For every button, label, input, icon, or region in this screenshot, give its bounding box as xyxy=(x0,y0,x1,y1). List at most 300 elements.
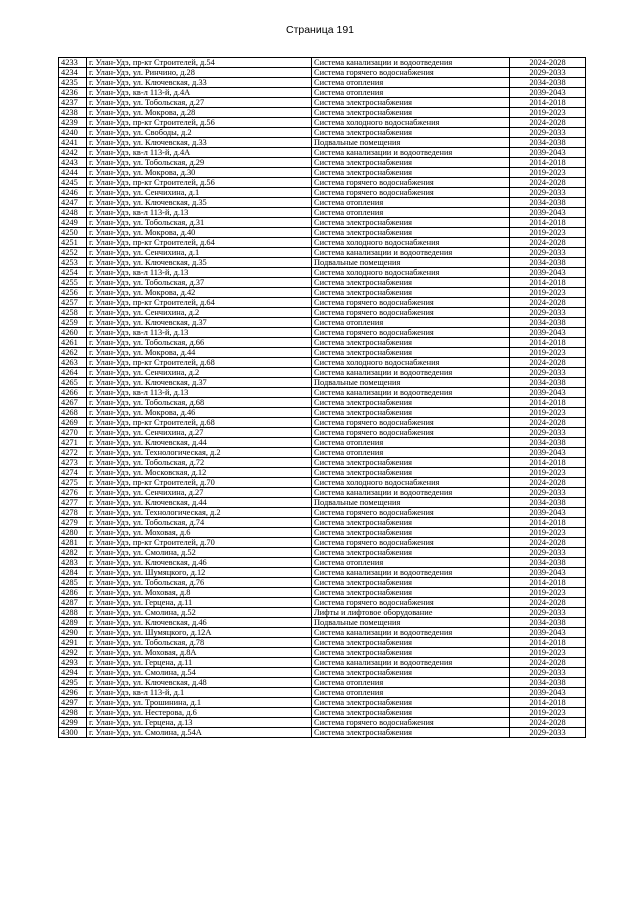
address-cell: г. Улан-Удэ, кв-л 113-й, д.13 xyxy=(87,268,312,278)
repair-period-cell: 2029-2033 xyxy=(510,128,586,138)
repair-period-cell: 2024-2028 xyxy=(510,418,586,428)
row-number-cell: 4286 xyxy=(59,588,87,598)
table-row xyxy=(59,338,586,348)
building-system-cell: Система электроснабжения xyxy=(312,98,510,108)
address-cell: г. Улан-Удэ, ул. Ключевская, д.46 xyxy=(87,618,312,628)
row-number-cell: 4249 xyxy=(59,218,87,228)
building-system-cell: Система канализации и водоотведения xyxy=(312,658,510,668)
building-system-cell: Система горячего водоснабжения xyxy=(312,418,510,428)
row-number-cell: 4295 xyxy=(59,678,87,688)
address-cell: г. Улан-Удэ, ул. Свободы, д.2 xyxy=(87,128,312,138)
row-number-cell: 4252 xyxy=(59,248,87,258)
repair-period-cell: 2019-2023 xyxy=(510,408,586,418)
row-number-cell: 4237 xyxy=(59,98,87,108)
address-cell: г. Улан-Удэ, ул. Сенчихина, д.27 xyxy=(87,488,312,498)
row-number-cell: 4287 xyxy=(59,598,87,608)
building-system-cell: Система электроснабжения xyxy=(312,578,510,588)
row-number-cell: 4298 xyxy=(59,708,87,718)
address-cell: г. Улан-Удэ, ул. Сенчихина, д.1 xyxy=(87,248,312,258)
address-cell: г. Улан-Удэ, ул. Тобольская, д.78 xyxy=(87,638,312,648)
address-cell: г. Улан-Удэ, ул. Смолина, д.52 xyxy=(87,608,312,618)
table-row xyxy=(59,398,586,408)
table-row xyxy=(59,688,586,698)
repair-period-cell: 2024-2028 xyxy=(510,58,586,68)
building-system-cell: Система канализации и водоотведения xyxy=(312,488,510,498)
table-row xyxy=(59,298,586,308)
address-cell: г. Улан-Удэ, ул. Ключевская, д.37 xyxy=(87,318,312,328)
row-number-cell: 4297 xyxy=(59,698,87,708)
row-number-cell: 4272 xyxy=(59,448,87,458)
building-system-cell: Система электроснабжения xyxy=(312,408,510,418)
row-number-cell: 4242 xyxy=(59,148,87,158)
table-row xyxy=(59,428,586,438)
repair-period-cell: 2019-2023 xyxy=(510,468,586,478)
table-row xyxy=(59,388,586,398)
building-system-cell: Подвальные помещения xyxy=(312,498,510,508)
table-row xyxy=(59,488,586,498)
address-cell: г. Улан-Удэ, ул. Тобольская, д.37 xyxy=(87,278,312,288)
building-system-cell: Система отопления xyxy=(312,688,510,698)
row-number-cell: 4251 xyxy=(59,238,87,248)
address-cell: г. Улан-Удэ, ул. Тобольская, д.76 xyxy=(87,578,312,588)
building-system-cell: Система холодного водоснабжения xyxy=(312,358,510,368)
table-row xyxy=(59,458,586,468)
table-row xyxy=(59,408,586,418)
table-row xyxy=(59,68,586,78)
repair-period-cell: 2029-2033 xyxy=(510,308,586,318)
row-number-cell: 4276 xyxy=(59,488,87,498)
building-system-cell: Система электроснабжения xyxy=(312,698,510,708)
repair-period-cell: 2014-2018 xyxy=(510,398,586,408)
row-number-cell: 4233 xyxy=(59,58,87,68)
table-row xyxy=(59,368,586,378)
row-number-cell: 4256 xyxy=(59,288,87,298)
repair-period-cell: 2024-2028 xyxy=(510,538,586,548)
address-cell: г. Улан-Удэ, ул. Герцена, д.11 xyxy=(87,598,312,608)
address-cell: г. Улан-Удэ, ул. Московская, д.12 xyxy=(87,468,312,478)
address-cell: г. Улан-Удэ, кв-л 113-й, д.13 xyxy=(87,208,312,218)
address-cell: г. Улан-Удэ, ул. Ключевская, д.33 xyxy=(87,78,312,88)
building-system-cell: Система горячего водоснабжения xyxy=(312,718,510,728)
building-system-cell: Система канализации и водоотведения xyxy=(312,248,510,258)
row-number-cell: 4274 xyxy=(59,468,87,478)
repair-period-cell: 2014-2018 xyxy=(510,578,586,588)
address-cell: г. Улан-Удэ, ул. Моховая, д.8 xyxy=(87,588,312,598)
building-system-cell: Система горячего водоснабжения xyxy=(312,298,510,308)
address-cell: г. Улан-Удэ, ул. Моховая, д.8А xyxy=(87,648,312,658)
building-system-cell: Система электроснабжения xyxy=(312,518,510,528)
table-row xyxy=(59,678,586,688)
row-number-cell: 4257 xyxy=(59,298,87,308)
building-system-cell: Система канализации и водоотведения xyxy=(312,568,510,578)
row-number-cell: 4247 xyxy=(59,198,87,208)
address-cell: г. Улан-Удэ, ул. Тобольская, д.72 xyxy=(87,458,312,468)
repair-period-cell: 2029-2033 xyxy=(510,608,586,618)
row-number-cell: 4248 xyxy=(59,208,87,218)
building-system-cell: Система отопления xyxy=(312,88,510,98)
address-cell: г. Улан-Удэ, кв-л 113-й, д.4А xyxy=(87,88,312,98)
building-system-cell: Система электроснабжения xyxy=(312,348,510,358)
repair-period-cell: 2029-2033 xyxy=(510,68,586,78)
address-cell: г. Улан-Удэ, ул. Герцена, д.13 xyxy=(87,718,312,728)
table-row xyxy=(59,148,586,158)
building-system-cell: Система электроснабжения xyxy=(312,548,510,558)
table-row xyxy=(59,178,586,188)
repair-period-cell: 2019-2023 xyxy=(510,108,586,118)
table-row xyxy=(59,58,586,68)
address-cell: г. Улан-Удэ, ул. Сенчихина, д.2 xyxy=(87,308,312,318)
repair-period-cell: 2019-2023 xyxy=(510,228,586,238)
row-number-cell: 4236 xyxy=(59,88,87,98)
row-number-cell: 4239 xyxy=(59,118,87,128)
repair-period-cell: 2019-2023 xyxy=(510,528,586,538)
building-system-cell: Система электроснабжения xyxy=(312,108,510,118)
table-row xyxy=(59,168,586,178)
building-system-cell: Система канализации и водоотведения xyxy=(312,58,510,68)
table-row xyxy=(59,718,586,728)
building-system-cell: Система холодного водоснабжения xyxy=(312,238,510,248)
repair-period-cell: 2034-2038 xyxy=(510,438,586,448)
repair-period-cell: 2039-2043 xyxy=(510,628,586,638)
building-system-cell: Система холодного водоснабжения xyxy=(312,118,510,128)
row-number-cell: 4268 xyxy=(59,408,87,418)
repair-period-cell: 2039-2043 xyxy=(510,568,586,578)
building-system-cell: Система канализации и водоотведения xyxy=(312,628,510,638)
building-system-cell: Система электроснабжения xyxy=(312,728,510,738)
building-system-cell: Система отопления xyxy=(312,678,510,688)
repair-period-cell: 2039-2043 xyxy=(510,688,586,698)
repair-period-cell: 2034-2038 xyxy=(510,558,586,568)
table-row xyxy=(59,98,586,108)
address-cell: г. Улан-Удэ, ул. Ключевская, д.37 xyxy=(87,378,312,388)
table-row xyxy=(59,278,586,288)
building-system-cell: Подвальные помещения xyxy=(312,258,510,268)
table-row xyxy=(59,478,586,488)
row-number-cell: 4271 xyxy=(59,438,87,448)
repair-period-cell: 2024-2028 xyxy=(510,478,586,488)
row-number-cell: 4293 xyxy=(59,658,87,668)
repair-period-cell: 2029-2033 xyxy=(510,188,586,198)
address-cell: г. Улан-Удэ, ул. Шумяцкого, д.12 xyxy=(87,568,312,578)
table-row xyxy=(59,358,586,368)
row-number-cell: 4265 xyxy=(59,378,87,388)
table-row xyxy=(59,448,586,458)
address-cell: г. Улан-Удэ, пр-кт Строителей, д.56 xyxy=(87,178,312,188)
building-system-cell: Система канализации и водоотведения xyxy=(312,368,510,378)
repair-period-cell: 2024-2028 xyxy=(510,118,586,128)
address-cell: г. Улан-Удэ, ул. Мокрова, д.44 xyxy=(87,348,312,358)
row-number-cell: 4294 xyxy=(59,668,87,678)
row-number-cell: 4300 xyxy=(59,728,87,738)
table-body xyxy=(59,58,586,738)
row-number-cell: 4282 xyxy=(59,548,87,558)
repair-period-cell: 2024-2028 xyxy=(510,658,586,668)
row-number-cell: 4299 xyxy=(59,718,87,728)
address-cell: г. Улан-Удэ, ул. Ключевская, д.44 xyxy=(87,438,312,448)
repair-period-cell: 2034-2038 xyxy=(510,78,586,88)
row-number-cell: 4283 xyxy=(59,558,87,568)
building-system-cell: Система отопления xyxy=(312,438,510,448)
row-number-cell: 4280 xyxy=(59,528,87,538)
table-row xyxy=(59,548,586,558)
address-cell: г. Улан-Удэ, ул. Ключевская, д.33 xyxy=(87,138,312,148)
row-number-cell: 4241 xyxy=(59,138,87,148)
table-row xyxy=(59,658,586,668)
table-row xyxy=(59,608,586,618)
table-row xyxy=(59,418,586,428)
address-cell: г. Улан-Удэ, кв-л 113-й, д.13 xyxy=(87,388,312,398)
repair-period-cell: 2024-2028 xyxy=(510,298,586,308)
row-number-cell: 4267 xyxy=(59,398,87,408)
repair-period-cell: 2029-2033 xyxy=(510,248,586,258)
repair-period-cell: 2014-2018 xyxy=(510,518,586,528)
building-system-cell: Подвальные помещения xyxy=(312,138,510,148)
table-row xyxy=(59,728,586,738)
row-number-cell: 4270 xyxy=(59,428,87,438)
address-cell: г. Улан-Удэ, ул. Тобольская, д.74 xyxy=(87,518,312,528)
row-number-cell: 4261 xyxy=(59,338,87,348)
address-cell: г. Улан-Удэ, пр-кт Строителей, д.68 xyxy=(87,418,312,428)
table-row xyxy=(59,708,586,718)
table-row xyxy=(59,568,586,578)
row-number-cell: 4285 xyxy=(59,578,87,588)
building-system-cell: Система электроснабжения xyxy=(312,158,510,168)
repair-period-cell: 2014-2018 xyxy=(510,338,586,348)
building-system-cell: Система отопления xyxy=(312,78,510,88)
row-number-cell: 4253 xyxy=(59,258,87,268)
building-system-cell: Система горячего водоснабжения xyxy=(312,188,510,198)
address-cell: г. Улан-Удэ, ул. Технологическая, д.2 xyxy=(87,448,312,458)
building-system-cell: Система холодного водоснабжения xyxy=(312,268,510,278)
building-system-cell: Система электроснабжения xyxy=(312,588,510,598)
row-number-cell: 4259 xyxy=(59,318,87,328)
address-cell: г. Улан-Удэ, ул. Тобольская, д.31 xyxy=(87,218,312,228)
building-system-cell: Система горячего водоснабжения xyxy=(312,508,510,518)
table-row xyxy=(59,228,586,238)
repair-period-cell: 2024-2028 xyxy=(510,178,586,188)
table-row xyxy=(59,378,586,388)
table-row xyxy=(59,318,586,328)
building-system-cell: Система электроснабжения xyxy=(312,278,510,288)
building-system-cell: Подвальные помещения xyxy=(312,378,510,388)
repair-period-cell: 2024-2028 xyxy=(510,238,586,248)
building-system-cell: Система отопления xyxy=(312,208,510,218)
repair-period-cell: 2014-2018 xyxy=(510,458,586,468)
repair-period-cell: 2029-2033 xyxy=(510,548,586,558)
address-cell: г. Улан-Удэ, пр-кт Строителей, д.64 xyxy=(87,238,312,248)
address-cell: г. Улан-Удэ, ул. Ключевская, д.48 xyxy=(87,678,312,688)
building-system-cell: Система горячего водоснабжения xyxy=(312,328,510,338)
table-row xyxy=(59,238,586,248)
repair-period-cell: 2039-2043 xyxy=(510,508,586,518)
building-system-cell: Система электроснабжения xyxy=(312,458,510,468)
building-system-cell: Система электроснабжения xyxy=(312,288,510,298)
table-row xyxy=(59,628,586,638)
address-cell: г. Улан-Удэ, ул. Ключевская, д.44 xyxy=(87,498,312,508)
row-number-cell: 4255 xyxy=(59,278,87,288)
repair-period-cell: 2034-2038 xyxy=(510,138,586,148)
row-number-cell: 4289 xyxy=(59,618,87,628)
row-number-cell: 4278 xyxy=(59,508,87,518)
address-cell: г. Улан-Удэ, пр-кт Строителей, д.54 xyxy=(87,58,312,68)
table-row xyxy=(59,308,586,318)
address-cell: г. Улан-Удэ, ул. Мокрова, д.40 xyxy=(87,228,312,238)
repair-period-cell: 2034-2038 xyxy=(510,198,586,208)
table-row xyxy=(59,158,586,168)
building-system-cell: Система электроснабжения xyxy=(312,708,510,718)
table-row xyxy=(59,138,586,148)
repair-period-cell: 2029-2033 xyxy=(510,728,586,738)
address-cell: г. Улан-Удэ, кв-л 113-й, д.13 xyxy=(87,328,312,338)
address-cell: г. Улан-Удэ, ул. Мокрова, д.46 xyxy=(87,408,312,418)
building-system-cell: Система холодного водоснабжения xyxy=(312,478,510,488)
building-system-cell: Система электроснабжения xyxy=(312,338,510,348)
repair-period-cell: 2014-2018 xyxy=(510,278,586,288)
building-system-cell: Система горячего водоснабжения xyxy=(312,538,510,548)
repair-period-cell: 2029-2033 xyxy=(510,368,586,378)
row-number-cell: 4279 xyxy=(59,518,87,528)
address-cell: г. Улан-Удэ, ул. Сенчихина, д.2 xyxy=(87,368,312,378)
table-row xyxy=(59,648,586,658)
address-cell: г. Улан-Удэ, ул. Ринчино, д.28 xyxy=(87,68,312,78)
building-system-cell: Система отопления xyxy=(312,448,510,458)
table-row xyxy=(59,128,586,138)
building-system-cell: Система электроснабжения xyxy=(312,218,510,228)
building-system-cell: Подвальные помещения xyxy=(312,618,510,628)
row-number-cell: 4296 xyxy=(59,688,87,698)
repair-period-cell: 2029-2033 xyxy=(510,428,586,438)
table-row xyxy=(59,558,586,568)
row-number-cell: 4291 xyxy=(59,638,87,648)
table-row xyxy=(59,348,586,358)
building-system-cell: Система отопления xyxy=(312,558,510,568)
row-number-cell: 4277 xyxy=(59,498,87,508)
address-cell: г. Улан-Удэ, пр-кт Строителей, д.70 xyxy=(87,478,312,488)
repair-period-cell: 2034-2038 xyxy=(510,318,586,328)
address-cell: г. Улан-Удэ, ул. Ключевская, д.35 xyxy=(87,198,312,208)
building-system-cell: Система горячего водоснабжения xyxy=(312,68,510,78)
table-row xyxy=(59,258,586,268)
address-cell: г. Улан-Удэ, ул. Герцена, д.11 xyxy=(87,658,312,668)
repair-period-cell: 2039-2043 xyxy=(510,88,586,98)
table-row xyxy=(59,698,586,708)
row-number-cell: 4258 xyxy=(59,308,87,318)
building-system-cell: Система электроснабжения xyxy=(312,168,510,178)
table-row xyxy=(59,588,586,598)
repair-period-cell: 2034-2038 xyxy=(510,618,586,628)
address-cell: г. Улан-Удэ, ул. Мокрова, д.28 xyxy=(87,108,312,118)
repair-period-cell: 2019-2023 xyxy=(510,168,586,178)
repair-period-cell: 2014-2018 xyxy=(510,158,586,168)
building-system-cell: Система электроснабжения xyxy=(312,648,510,658)
table-row xyxy=(59,328,586,338)
address-cell: г. Улан-Удэ, ул. Трошинина, д.1 xyxy=(87,698,312,708)
table-row xyxy=(59,508,586,518)
table-row xyxy=(59,108,586,118)
row-number-cell: 4260 xyxy=(59,328,87,338)
repair-period-cell: 2019-2023 xyxy=(510,708,586,718)
row-number-cell: 4235 xyxy=(59,78,87,88)
row-number-cell: 4292 xyxy=(59,648,87,658)
address-cell: г. Улан-Удэ, ул. Технологическая, д.2 xyxy=(87,508,312,518)
address-cell: г. Улан-Удэ, ул. Тобольская, д.68 xyxy=(87,398,312,408)
address-cell: г. Улан-Удэ, ул. Смолина, д.52 xyxy=(87,548,312,558)
row-number-cell: 4246 xyxy=(59,188,87,198)
row-number-cell: 4290 xyxy=(59,628,87,638)
row-number-cell: 4245 xyxy=(59,178,87,188)
repair-period-cell: 2039-2043 xyxy=(510,268,586,278)
table-row xyxy=(59,618,586,628)
building-system-cell: Система канализации и водоотведения xyxy=(312,148,510,158)
repair-period-cell: 2019-2023 xyxy=(510,648,586,658)
table-row xyxy=(59,598,586,608)
row-number-cell: 4263 xyxy=(59,358,87,368)
building-system-cell: Система горячего водоснабжения xyxy=(312,598,510,608)
row-number-cell: 4264 xyxy=(59,368,87,378)
address-cell: г. Улан-Удэ, пр-кт Строителей, д.70 xyxy=(87,538,312,548)
address-cell: г. Улан-Удэ, ул. Сенчихина, д.1 xyxy=(87,188,312,198)
repair-period-cell: 2034-2038 xyxy=(510,258,586,268)
table-row xyxy=(59,288,586,298)
address-cell: г. Улан-Удэ, пр-кт Строителей, д.68 xyxy=(87,358,312,368)
building-system-cell: Система электроснабжения xyxy=(312,468,510,478)
address-cell: г. Улан-Удэ, ул. Тобольская, д.66 xyxy=(87,338,312,348)
table-row xyxy=(59,528,586,538)
row-number-cell: 4262 xyxy=(59,348,87,358)
table-row xyxy=(59,198,586,208)
building-system-cell: Система электроснабжения xyxy=(312,228,510,238)
table-row xyxy=(59,578,586,588)
building-system-cell: Система электроснабжения xyxy=(312,668,510,678)
row-number-cell: 4269 xyxy=(59,418,87,428)
address-cell: г. Улан-Удэ, ул. Сенчихина, д.27 xyxy=(87,428,312,438)
table-row xyxy=(59,468,586,478)
table-row xyxy=(59,518,586,528)
row-number-cell: 4275 xyxy=(59,478,87,488)
table-row xyxy=(59,438,586,448)
building-system-cell: Система горячего водоснабжения xyxy=(312,308,510,318)
address-cell: г. Улан-Удэ, пр-кт Строителей, д.64 xyxy=(87,298,312,308)
row-number-cell: 4244 xyxy=(59,168,87,178)
address-cell: г. Улан-Удэ, ул. Ключевская, д.46 xyxy=(87,558,312,568)
address-cell: г. Улан-Удэ, ул. Тобольская, д.27 xyxy=(87,98,312,108)
building-system-cell: Лифты и лифтовое оборудование xyxy=(312,608,510,618)
address-cell: г. Улан-Удэ, пр-кт Строителей, д.56 xyxy=(87,118,312,128)
repair-period-cell: 2014-2018 xyxy=(510,638,586,648)
repair-schedule-table xyxy=(58,57,586,738)
repair-period-cell: 2039-2043 xyxy=(510,388,586,398)
table-row xyxy=(59,118,586,128)
repair-period-cell: 2039-2043 xyxy=(510,208,586,218)
table-row xyxy=(59,88,586,98)
table-row xyxy=(59,208,586,218)
table-row xyxy=(59,638,586,648)
row-number-cell: 4238 xyxy=(59,108,87,118)
building-system-cell: Система горячего водоснабжения xyxy=(312,428,510,438)
building-system-cell: Система электроснабжения xyxy=(312,528,510,538)
address-cell: г. Улан-Удэ, ул. Тобольская, д.29 xyxy=(87,158,312,168)
address-cell: г. Улан-Удэ, кв-л 113-й, д.4А xyxy=(87,148,312,158)
building-system-cell: Система отопления xyxy=(312,198,510,208)
repair-period-cell: 2034-2038 xyxy=(510,378,586,388)
repair-period-cell: 2019-2023 xyxy=(510,348,586,358)
row-number-cell: 4266 xyxy=(59,388,87,398)
row-number-cell: 4250 xyxy=(59,228,87,238)
table-row xyxy=(59,538,586,548)
table-row xyxy=(59,668,586,678)
row-number-cell: 4273 xyxy=(59,458,87,468)
address-cell: г. Улан-Удэ, ул. Мокрова, д.30 xyxy=(87,168,312,178)
